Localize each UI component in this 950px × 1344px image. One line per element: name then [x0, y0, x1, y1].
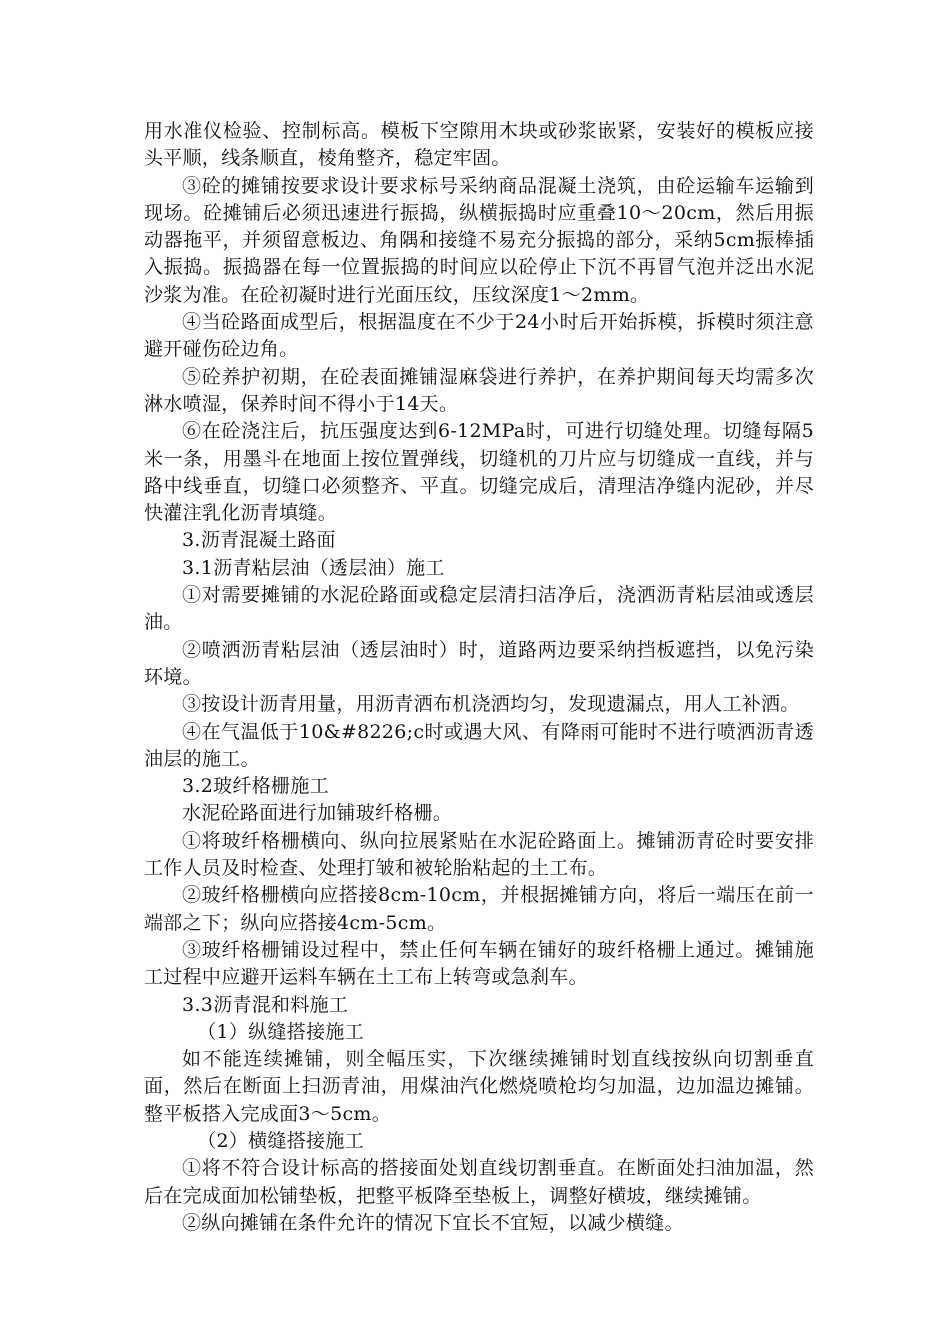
paragraph-1: 用水准仪检验、控制标高。模板下空隙用木块或砂浆嵌紧，安装好的模板应接头平顺，线条顺直，棱角整齐，稳定牢固。 [144, 120, 814, 170]
subheading-transverse-joint: （2）横缝搭接施工 [197, 1129, 364, 1152]
subsection-heading-3-1: 3.1沥青粘层油（透层油）施工 [182, 556, 445, 579]
paragraph-15: ①将不符合设计标高的搭接面处划直线切割垂直。在断面处扫油加温，然后在完成面加松铺垫板，把整平板降至垫板上，调整好横坡，继续摊铺。 [144, 1157, 814, 1207]
paragraph-6: ①对需要摊铺的水泥砼路面或稳定层清扫洁净后，浇洒沥青粘层油或透层油。 [144, 584, 814, 634]
paragraph-2: ③砼的摊铺按要求设计要求标号采纳商品混凝土浇筑，由砼运输车运输到现场。砼摊铺后必须迅速进行振捣，纵横振捣时应重叠10～20cm，然后用振动器拖平，并须留意板边、角隅和接缝不易充分振捣的部分，采纳5cm振棒插入振捣。振捣器在每一位置振捣的时间应以砼停止下沉不再冒气泡并泛出水泥沙浆为准。在砼初凝时进行光面压纹，压纹深度1～2mm。 [144, 174, 814, 306]
subsection-heading-3-2: 3.2玻纤格栅施工 [182, 775, 329, 798]
paragraph-10: 水泥砼路面进行加铺玻纤格栅。 [182, 802, 453, 825]
section-heading-3: 3.沥青混凝土路面 [182, 529, 336, 552]
document-body [144, 118, 814, 1237]
paragraph-11: ①将玻纤格栅横向、纵向拉展紧贴在水泥砼路面上。摊铺沥青砼时要安排工作人员及时检查、处理打皱和被轮胎粘起的土工布。 [144, 829, 814, 880]
paragraph-12: ②玻纤格栅横向应搭接8cm-10cm，并根据摊铺方向，将后一端压在前一端部之下；纵向应搭接4cm-5cm。 [144, 884, 814, 934]
paragraph-7: ②喷洒沥青粘层油（透层油时）时，道路两边要采纳挡板遮挡，以免污染环境。 [144, 638, 814, 688]
paragraph-13: ③玻纤格栅铺设过程中，禁止任何车辆在铺好的玻纤格栅上通过。摊铺施工过程中应避开运料车辆在土工布上转弯或急刹车。 [144, 938, 814, 989]
subsection-heading-3-3: 3.3沥青混和料施工 [182, 993, 349, 1016]
paragraph-8: ③按设计沥青用量，用沥青洒布机浇洒均匀，发现遗漏点，用人工补洒。 [182, 693, 800, 716]
paragraph-5: ⑥在砼浇注后，抗压强度达到6-12MPa时，可进行切缝处理。切缝每隔5米一条，用墨斗在地面上按位置弹线，切缝机的刀片应与切缝成一直线，并与路中线垂直，切缝口必须整齐、平直。切缝完成后，清理洁净缝内泥砂，并尽快灌注乳化沥青填缝。 [144, 420, 814, 525]
paragraph-3: ④当砼路面成型后，根据温度在不少于24小时后开始拆模，拆模时须注意避开碰伤砼边角。 [144, 311, 814, 361]
paragraph-9: ④在气温低于10&#8226;c时或遇大风、有降雨可能时不进行喷洒沥青透油层的施工。 [144, 720, 814, 770]
paragraph-4: ⑤砼养护初期，在砼表面摊铺湿麻袋进行养护，在养护期间每天均需多次淋水喷湿，保养时间不得小于14天。 [144, 365, 814, 415]
subheading-longitudinal-joint: （1）纵缝搭接施工 [197, 1020, 364, 1043]
paragraph-14: 如不能连续摊铺，则全幅压实，下次继续摊铺时划直线按纵向切割垂直面，然后在断面上扫沥青油，用煤油汽化燃烧喷枪均匀加温，边加温边摊铺。整平板搭入完成面3～5cm。 [144, 1048, 814, 1125]
paragraph-16: ②纵向摊铺在条件允许的情况下宜长不宜短，以减少横缝。 [182, 1211, 684, 1234]
